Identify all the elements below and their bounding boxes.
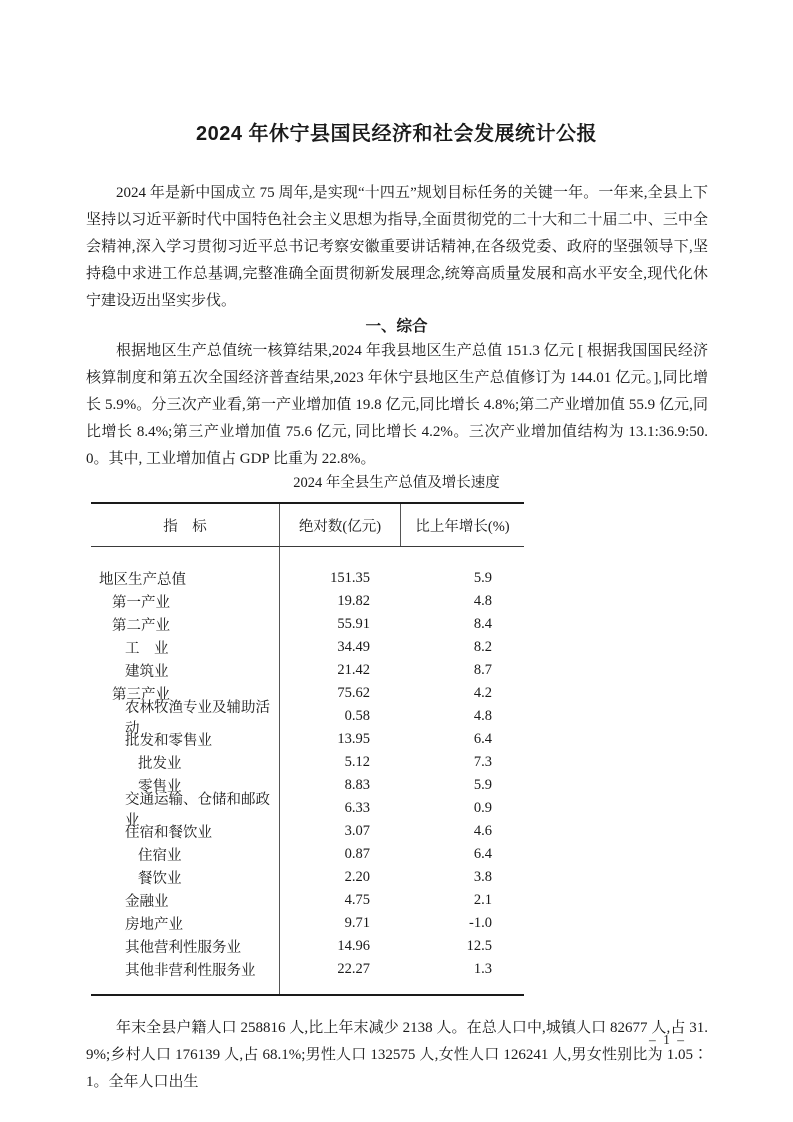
row-indicator-label: 金融业 — [125, 894, 169, 910]
page-number: – 1 – — [649, 1032, 686, 1047]
table-row — [91, 935, 524, 958]
row-indicator-label: 工 业 — [125, 641, 169, 657]
row-indicator-label: 第三产业 — [112, 687, 170, 703]
row-growth-value: 3.8 — [473, 869, 492, 885]
row-growth-value: 8.2 — [473, 639, 492, 655]
table-row — [91, 820, 524, 843]
row-absolute-value: 6.33 — [344, 800, 370, 816]
row-growth-value: 5.9 — [473, 777, 492, 793]
row-indicator-label: 建筑业 — [125, 664, 169, 680]
row-absolute-value: 34.49 — [337, 639, 370, 655]
population-paragraph: 年末全县户籍人口 258816 人,比上年末减少 2138 人。在总人口中,城镇人口 82677 人,占 31.9%;乡村人口 176139 人,占 68.1%;男性人口 132575 人,女性人口 126241 人,男女性别比为 1.05∶1。全年人口出生 — [86, 1020, 708, 1090]
row-growth-value: 4.8 — [473, 708, 492, 724]
row-absolute-value: 4.75 — [344, 892, 370, 908]
table-row — [91, 958, 524, 981]
row-indicator-label: 交通运输、仓储和邮政业 — [125, 791, 270, 829]
gdp-table-header — [91, 504, 524, 547]
row-absolute-value: 9.71 — [344, 915, 370, 931]
table-row — [91, 659, 524, 682]
row-indicator-label: 其他非营利性服务业 — [125, 963, 256, 979]
table-row — [91, 889, 524, 912]
column-header-growth: 比上年增长(%) — [415, 518, 510, 535]
row-indicator-label: 零售业 — [138, 779, 182, 795]
row-indicator-label: 地区生产总值 — [99, 572, 186, 588]
row-growth-value: 4.2 — [473, 685, 492, 701]
row-absolute-value: 0.87 — [344, 846, 370, 862]
row-indicator-label: 其他营利性服务业 — [125, 940, 241, 956]
row-absolute-value: 14.96 — [337, 938, 370, 954]
gdp-table-body — [91, 547, 524, 994]
row-absolute-value: 5.12 — [344, 754, 370, 770]
row-indicator-label: 住宿和餐饮业 — [125, 825, 212, 841]
row-growth-value: -1.0 — [469, 915, 492, 931]
table-row — [91, 636, 524, 659]
row-indicator-label: 批发和零售业 — [125, 733, 212, 749]
table-row — [91, 751, 524, 774]
row-growth-value: 0.9 — [473, 800, 492, 816]
column-header-indicator: 指 标 — [163, 518, 207, 535]
row-growth-value: 7.3 — [473, 754, 492, 770]
row-indicator-label: 房地产业 — [125, 917, 183, 933]
row-indicator-label: 住宿业 — [138, 848, 182, 864]
table-row — [91, 728, 524, 751]
row-indicator-label: 批发业 — [138, 756, 182, 772]
table-row — [91, 567, 524, 590]
row-growth-value: 4.6 — [473, 823, 492, 839]
row-absolute-value: 75.62 — [337, 685, 370, 701]
row-absolute-value: 19.82 — [337, 593, 370, 609]
intro-paragraph: 2024 年是新中国成立 75 周年,是实现“十四五”规划目标任务的关键一年。一年来,全县上下坚持以习近平新时代中国特色社会主义思想为指导,全面贯彻党的二十大和二十届二中、三中全会精神,深入学习贯彻习近平总书记考察安徽重要讲话精神,在各级党委、政府的坚强领导下,坚持稳中求进工作总基调,完整准确全面贯彻新发展理念,统筹高质量发展和高水平安全,现代化休宁建设迈出坚实步伐。 — [86, 185, 708, 309]
row-growth-value: 4.8 — [473, 593, 492, 609]
row-absolute-value: 21.42 — [337, 662, 370, 678]
row-indicator-label: 农林牧渔专业及辅助活动 — [125, 699, 270, 737]
section-heading-overview: 一、综合 — [365, 318, 428, 335]
table-row — [91, 590, 524, 613]
table-row — [91, 912, 524, 935]
row-absolute-value: 22.27 — [337, 961, 370, 977]
row-absolute-value: 151.35 — [330, 570, 370, 586]
table-title: 2024 年全县生产总值及增长速度 — [293, 475, 500, 491]
row-growth-value: 1.3 — [473, 961, 492, 977]
row-growth-value: 8.4 — [473, 616, 492, 632]
row-growth-value: 6.4 — [473, 731, 492, 747]
table-row — [91, 699, 524, 737]
row-indicator-label: 第二产业 — [112, 618, 170, 634]
row-growth-value: 5.9 — [473, 570, 492, 586]
row-absolute-value: 55.91 — [337, 616, 370, 632]
row-absolute-value: 2.20 — [344, 869, 370, 885]
row-growth-value: 2.1 — [473, 892, 492, 908]
column-header-absolute: 绝对数(亿元) — [279, 504, 401, 546]
gdp-paragraph: 根据地区生产总值统一核算结果,2024 年我县地区生产总值 151.3 亿元 [ 根据我国国民经济核算制度和第五次全国经济普查结果,2023 年休宁县地区生产总值修订为 144.01 亿元。],同比增长 5.9%。分三次产业看,第一产业增加值 19.8 亿元,同比增长 4.8%;第二产业增加值 55.9 亿元,同比增长 8.4%;第三产业增加值 75.6 亿元, 同比增长 4.2%。三次产业增加值结构为 13.1:36.9:50.0。其中, 工业增加值占 GDP 比重为 22.8%。 — [86, 343, 708, 467]
row-indicator-label: 第一产业 — [112, 595, 170, 611]
row-growth-value: 12.5 — [466, 938, 492, 954]
table-row — [91, 843, 524, 866]
row-growth-value: 8.7 — [473, 662, 492, 678]
table-row — [91, 613, 524, 636]
row-absolute-value: 3.07 — [344, 823, 370, 839]
table-row — [91, 866, 524, 889]
row-growth-value: 6.4 — [473, 846, 492, 862]
row-absolute-value: 13.95 — [337, 731, 370, 747]
row-indicator-label: 餐饮业 — [138, 871, 182, 887]
table-row — [91, 791, 524, 829]
row-absolute-value: 0.58 — [344, 708, 370, 724]
row-absolute-value: 8.83 — [344, 777, 370, 793]
document-title: 2024 年休宁县国民经济和社会发展统计公报 — [195, 123, 598, 145]
gdp-table — [91, 502, 524, 996]
